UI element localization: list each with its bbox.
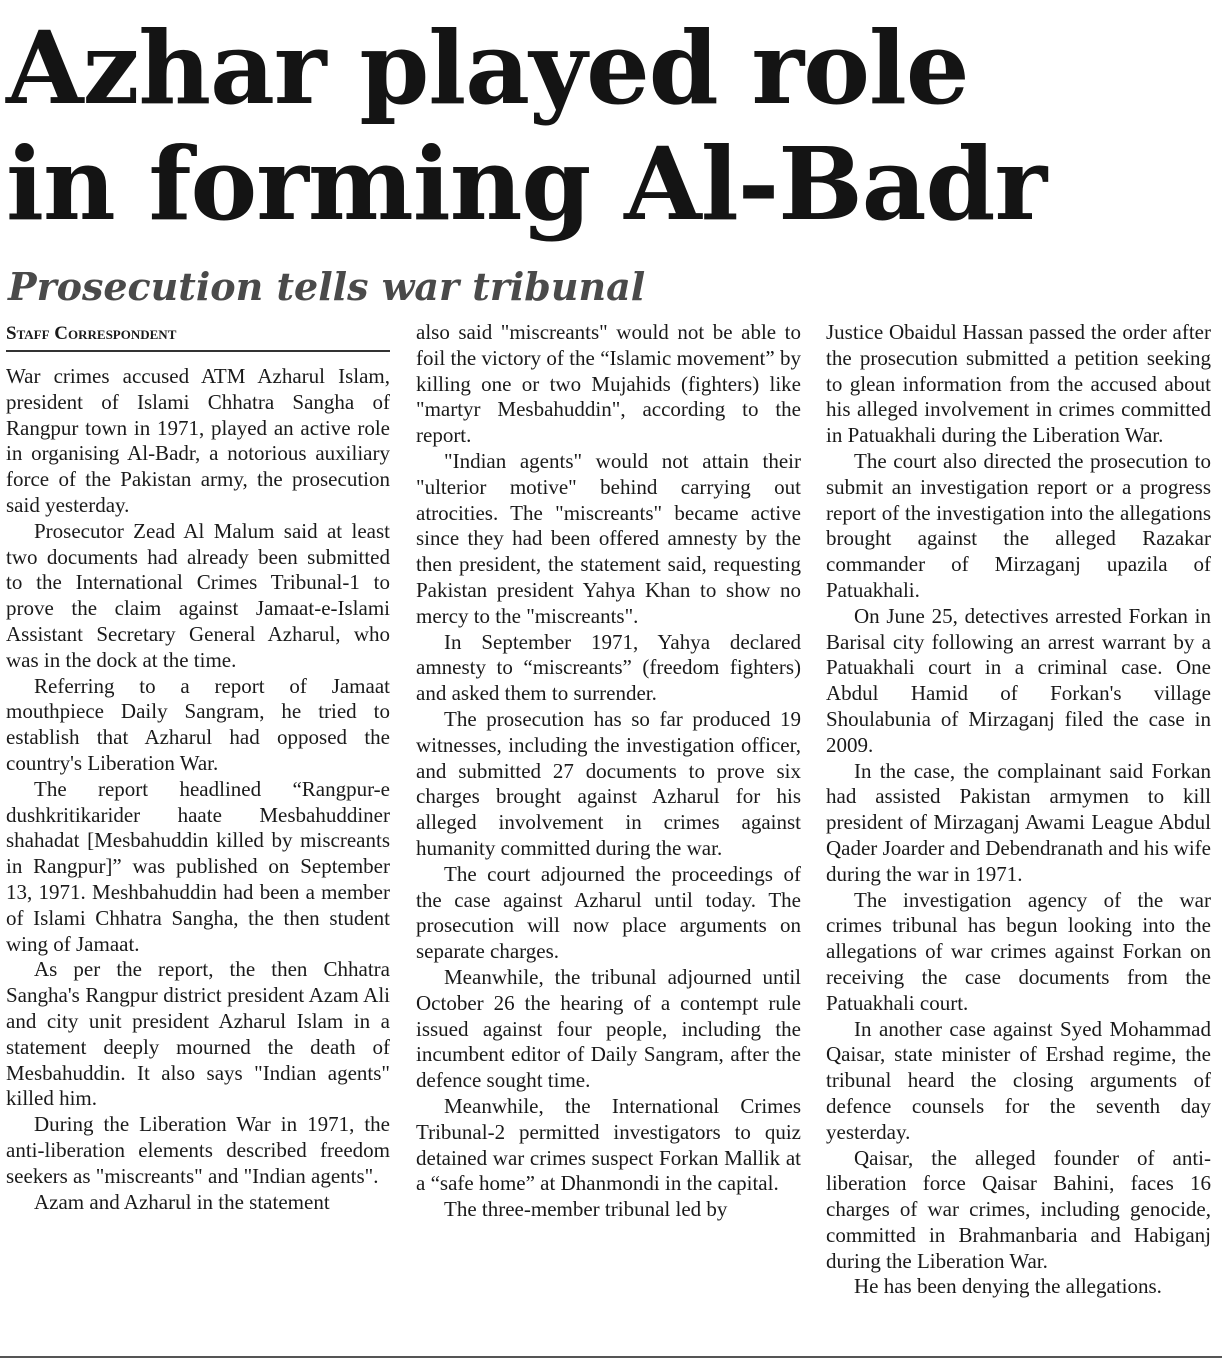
headline <box>6 10 1216 242</box>
paragraph: The investigation agency of the war crimes tribunal has begun looking into the allegations of war crimes against Forkan on receiving the case documents from the Patuakhali court. <box>826 887 1211 1015</box>
headline-line-1: Azhar played role <box>6 9 969 127</box>
paragraph: Azam and Azharul in the statement <box>34 1189 330 1214</box>
paragraph: The three-member tribunal led by <box>444 1197 728 1222</box>
paragraph: Qaisar, the alleged founder of anti-liberation force Qaisar Bahini, faces 16 charges of war crimes, including genocide, committed in Brahmanbaria and Habiganj during the Liberation War. <box>826 1145 1211 1273</box>
paragraph: The prosecution has so far produced 19 witnesses, including the investigation officer, and submitted 27 documents to prove six charges brought against Azharul for his alleged involvement in crimes against humanity committed during the war. <box>416 706 801 860</box>
paragraph: The court also directed the prosecution to submit an investigation report or a progress report of the investigation into the allegations brought against the alleged Razakar commander of Mirzaganj upazila of Patuakhali. <box>826 448 1211 602</box>
paragraph: He has been denying the allegations. <box>854 1274 1162 1299</box>
paragraph: Prosecutor Zead Al Malum said at least two documents had already been submitted to the International Crimes Tribunal-1 to prove the claim against Jamaat-e-Islami Assistant Secretary General Azharul, who was in the dock at the time. <box>6 518 390 672</box>
paragraph: As per the report, the then Chhatra Sangha's Rangpur district president Azam Ali and city unit president Azharul Islam in a statement deeply mourned the death of Mesbahuddin. It also says "Indian agents" killed him. <box>6 957 390 1111</box>
byline: Staff Correspondent <box>6 320 390 352</box>
column-2 <box>416 320 801 1355</box>
column-1 <box>6 320 390 1355</box>
paragraph: During the Liberation War in 1971, the anti-liberation elements described freedom seekers as "miscreants" and "Indian agents". <box>6 1112 390 1188</box>
bottom-rule <box>0 1356 1222 1358</box>
paragraph: Referring to a report of Jamaat mouthpiece Daily Sangram, he tried to establish that Azharul had opposed the country's Liberation War. <box>6 673 390 775</box>
paragraph: In another case against Syed Mohammad Qaisar, state minister of Ershad regime, the tribunal heard the closing arguments of defence counsels for the seventh day yesterday. <box>826 1016 1211 1144</box>
paragraph: also said "miscreants" would not be able to foil the victory of the “Islamic movement” by killing one or two Mujahids (fighters) like "martyr Mesbahuddin", according to the report. <box>416 320 801 448</box>
paragraph: The report headlined “Rangpur-e dushkritikarider haate Mesbahuddiner shahadat [Mesbahuddin killed by miscreants in Rangpur]” was published on September 13, 1971. Meshbahuddin had been a member of Islami Chhatra Sangha, the then student wing of Jamaat. <box>6 776 390 956</box>
paragraph: "Indian agents" would not attain their "ulterior motive" behind carrying out atrocities. The "miscreants" became active since they had been offered amnesty by the then president, the statement said, requesting Pakistan president Yahya Khan to show no mercy to the "miscreants". <box>416 448 801 628</box>
paragraph: On June 25, detectives arrested Forkan in Barisal city following an arrest warrant by a Patuakhali court in a criminal case. One Abdul Hamid of Forkan's village Shoulabunia of Mirzaganj filed the case in 2009. <box>826 603 1211 757</box>
paragraph: Justice Obaidul Hassan passed the order after the prosecution submitted a petition seeking to glean information from the accused about his alleged involvement in crimes committed in Patuakhali during the Liberation War. <box>826 320 1211 448</box>
paragraph: The court adjourned the proceedings of the case against Azharul until today. The prosecution will now place arguments on separate charges. <box>416 861 801 964</box>
paragraph: In September 1971, Yahya declared amnesty to “miscreants” (freedom fighters) and asked them to surrender. <box>416 629 801 706</box>
paragraph: War crimes accused ATM Azharul Islam, president of Islami Chhatra Sangha of Rangpur town in 1971, played an active role in organising Al-Badr, a notorious auxiliary force of the Pakistan army, the prosecution said yesterday. <box>6 364 390 517</box>
paragraph: Meanwhile, the tribunal adjourned until October 26 the hearing of a contempt rule issued against four people, including the incumbent editor of Daily Sangram, after the defence sought time. <box>416 964 801 1093</box>
headline-line-2: in forming Al-Badr <box>6 125 1047 243</box>
paragraph: Meanwhile, the International Crimes Tribunal-2 permitted investigators to quiz detained war crimes suspect Forkan Mallik at a “safe home” at Dhanmondi in the capital. <box>416 1093 801 1196</box>
subheadline: Prosecution tells war tribunal <box>8 264 646 309</box>
paragraph: In the case, the complainant said Forkan had assisted Pakistan armymen to kill president of Mirzaganj Awami League Abdul Qader Joarder and Debendranath and his wife during the war in 1971. <box>826 758 1211 886</box>
column-3 <box>826 320 1211 1355</box>
